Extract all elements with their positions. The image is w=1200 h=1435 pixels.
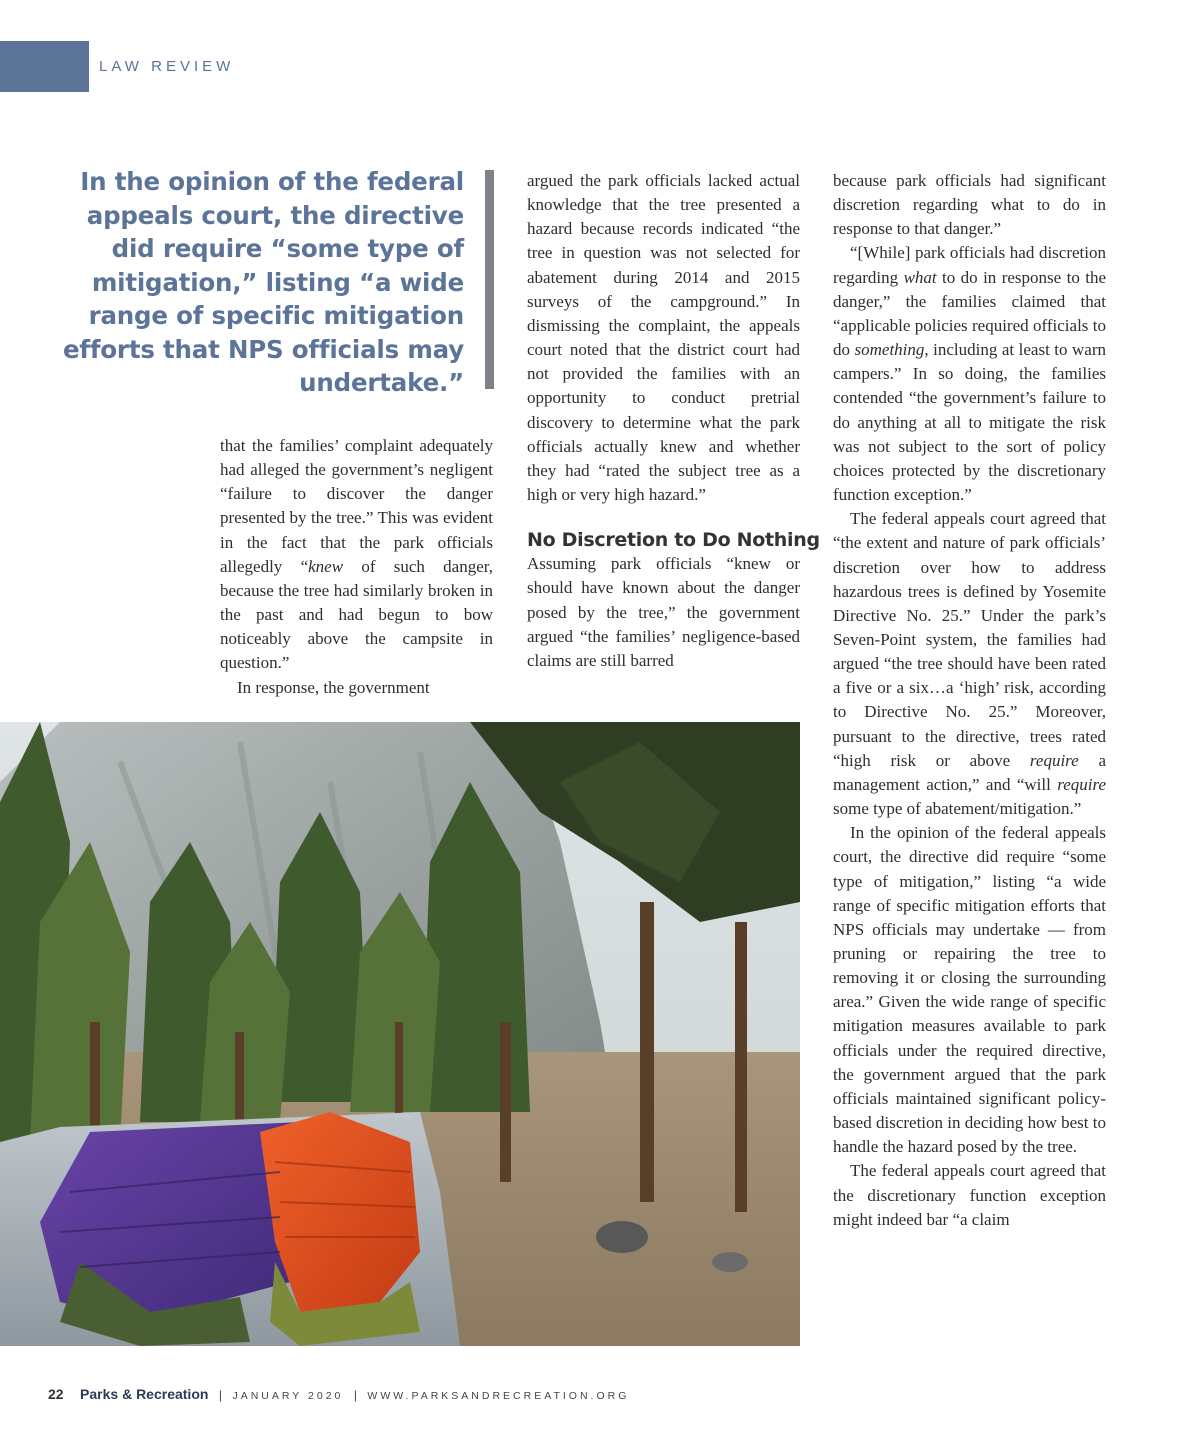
pull-quote: In the opinion of the federal appeals court, the directive did require “some type of mitigation,” listing “a wide range of specific mitigation efforts that NPS officials may undertake.”: [62, 167, 464, 397]
article-column-1: [220, 434, 493, 700]
article-column-2: [527, 169, 820, 673]
paragraph: because park officials had significant discretion regarding what to do in response to that danger.”: [833, 171, 1106, 239]
website-url[interactable]: WWW.PARKSANDRECREATION.ORG: [367, 1390, 630, 1402]
footer-separator: |: [353, 1388, 357, 1402]
paragraph: The federal appeals court agreed that the discretionary function exception might indeed bar “a claim: [833, 1161, 1106, 1229]
section-subhead: No Discretion to Do Nothing: [527, 529, 820, 552]
paragraph: In the opinion of the federal appeals court, the directive did require “some type of mitigation,” listing “a wide range of specific mitigation efforts that NPS officials may undertake — from pruning or repairing the tree to removing it or closing the surrounding area.” Given the wide range of specific mitigation measures available to park officials under the required directive, the government argued that the park officials maintained significant policy-based discretion in deciding how best to handle the hazard posed by the tree.: [833, 823, 1106, 1157]
header-color-block: [0, 41, 89, 92]
footer-separator: |: [218, 1388, 223, 1402]
paragraph: Assuming park officials “knew or should have known about the danger posed by the tree,” the government argued “the families’ negligence-based claims are still barred: [527, 554, 800, 670]
paragraph: that the families’ complaint adequately had alleged the government’s negligent “failure to discover the danger presented by the tree.” This was evident in the fact that the park officials allegedly “knew of such danger, because the tree had similarly broken in the past and had begun to bow noticeably above the campsite in question.”: [220, 436, 493, 673]
paragraph: In response, the government: [237, 677, 430, 697]
page-number: 22: [48, 1386, 64, 1402]
paragraph: “[While] park officials had discretion regarding what to do in response to the danger,” the families claimed that “applicable policies required officials to do something, including at least to warn campers.” In so doing, the families contended “the government’s failure to do anything at all to mitigate the risk was not subject to the sort of policy choices protected by the discretionary function exception.”: [833, 243, 1107, 505]
page-footer: [48, 1386, 629, 1404]
paragraph: The federal appeals court agreed that “the extent and nature of park officials’ discretion over how to address hazardous trees is defined by Yosemite Directive No. 25.” Under the park’s Seven-Point system, the families had argued “the tree should have been rated a five or a six…a ‘high’ risk, according to Directive No. 25.” Moreover, pursuant to the directive, trees rated “high risk or above require a management action,” and “will require some type of abatement/mitigation.”: [833, 509, 1106, 819]
issue-date: JANUARY 2020: [232, 1390, 344, 1402]
campsite-photo: [0, 722, 800, 1346]
pull-quote-rule: [485, 170, 494, 389]
magazine-name: Parks & Recreation: [80, 1386, 209, 1402]
paragraph: argued the park officials lacked actual knowledge that the tree presented a hazard because records indicated “the tree in question was not selected for abatement during 2014 and 2015 surveys of the campground.” In dismissing the complaint, the appeals court noted that the district court had not provided the families with an opportunity to conduct pretrial discovery to determine what the park officials actually knew and whether they had “rated the subject tree as a high or very high hazard.”: [527, 171, 800, 505]
article-column-3: [833, 169, 1106, 1232]
section-label: LAW REVIEW: [99, 58, 235, 75]
